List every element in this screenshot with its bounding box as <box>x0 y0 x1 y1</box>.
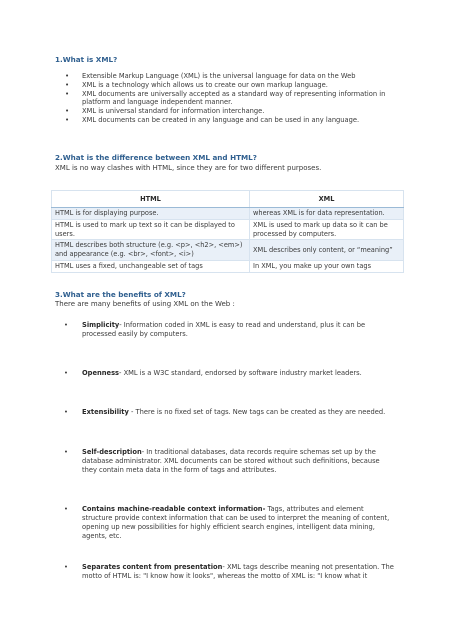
table-row <box>52 208 404 220</box>
table-cell: HTML is for displaying purpose. <box>52 208 250 220</box>
table-cell: In XML, you make up your own tags <box>250 260 404 272</box>
benefit-text: - Information coded in XML is easy to read and understand, plus it can be processed easily by computers. <box>82 321 366 338</box>
benefit-term: Openness <box>82 369 120 377</box>
benefit-text: - XML is a W3C standard, endorsed by software industry market leaders. <box>119 369 362 377</box>
benefit-text: - There is no fixed set of tags. New tags can be created as they are needed. <box>128 408 386 416</box>
benefit-term: Contains machine-readable context information- <box>82 505 266 513</box>
benefit-item-separates-content: • Separates content from presentation- XML tags describe meaning not presentation. The motto of HTML is: "I know how it looks", whereas the motto of XML is: "I know what it <box>64 563 394 580</box>
column-header-html: HTML <box>52 191 250 208</box>
benefit-item-openness: • Openness- XML is a W3C standard, endorsed by software industry market leaders. <box>64 369 362 377</box>
table-cell: HTML is used to mark up text so it can be displayed to users. <box>52 219 250 240</box>
benefit-text: - XML tags describe meaning not presentation. The motto of HTML is: "I know how it looks", whereas the motto of XML is: "I know what it <box>82 563 394 580</box>
table-header-row <box>52 191 404 208</box>
list-item: • XML documents can be created in any language and can be used in any language. <box>55 116 395 125</box>
table-row <box>52 240 404 261</box>
table-cell: HTML describes both structure (e.g. <p>, <h2>, <em>) and appearance (e.g. <br>, <font>, <i>) <box>52 240 250 261</box>
xml-definition-list <box>55 72 395 125</box>
comparison-table <box>51 190 404 273</box>
list-item: • XML documents are universally accepted as a standard way of representing information in platform and language independent manner. <box>55 90 395 108</box>
list-item: • Extensible Markup Language (XML) is the universal language for data on the Web <box>55 72 395 81</box>
section-1-heading: 1.What is XML? <box>55 55 118 64</box>
table-row <box>52 260 404 272</box>
table-row <box>52 219 404 240</box>
benefit-text: - In traditional databases, data records require schemas set up by the database administrator. XML documents can be stored without such definitions, because they contain meta data in the form of tags and attributes. <box>82 448 380 474</box>
benefit-term: Self-description <box>82 448 142 456</box>
table-cell: HTML uses a fixed, unchangeable set of tags <box>52 260 250 272</box>
table-cell: XML is used to mark up data so it can be processed by computers. <box>250 219 404 240</box>
benefit-item-simplicity: • Simplicity- Information coded in XML is easy to read and understand, plus it can be processed easily by computers. <box>64 321 366 338</box>
benefit-term: Simplicity <box>82 321 120 329</box>
column-header-xml: XML <box>250 191 404 208</box>
list-item: • XML is a technology which allows us to create our own markup language. <box>55 81 395 90</box>
table-cell: XML describes only content, or “meaning” <box>250 240 404 261</box>
table-cell: whereas XML is for data representation. <box>250 208 404 220</box>
list-item: • XML is universal standard for information interchange. <box>55 107 395 116</box>
section-3-intro: There are many benefits of using XML on the Web : <box>55 300 235 308</box>
benefit-term: Extensibility <box>82 408 129 416</box>
section-2-heading: 2.What is the difference between XML and HTML? <box>55 153 257 162</box>
benefit-text: Tags, attributes and element structure provide context information that can be used to interpret the meaning of content, opening up new possibilities for highly efficient search engines, intelligent data mining, agents, etc. <box>82 505 390 540</box>
benefit-term: Separates content from presentation <box>82 563 223 571</box>
benefit-item-self-description: • Self-description- In traditional databases, data records require schemas set up by the database administrator. XML documents can be stored without such definitions, because they contain meta data in the form of tags and attributes. <box>64 448 380 474</box>
benefit-item-extensibility: • Extensibility - There is no fixed set of tags. New tags can be created as they are needed. <box>64 408 386 416</box>
benefit-item-context-information: • Contains machine-readable context information- Tags, attributes and element structure provide context information that can be used to interpret the meaning of content, opening up new possibilities for highly efficient search engines, intelligent data mining, agents, etc. <box>64 505 390 540</box>
section-3-heading: 3.What are the benefits of XML? <box>55 290 186 299</box>
section-2-intro: XML is no way clashes with HTML, since they are for two different purposes. <box>55 164 322 172</box>
